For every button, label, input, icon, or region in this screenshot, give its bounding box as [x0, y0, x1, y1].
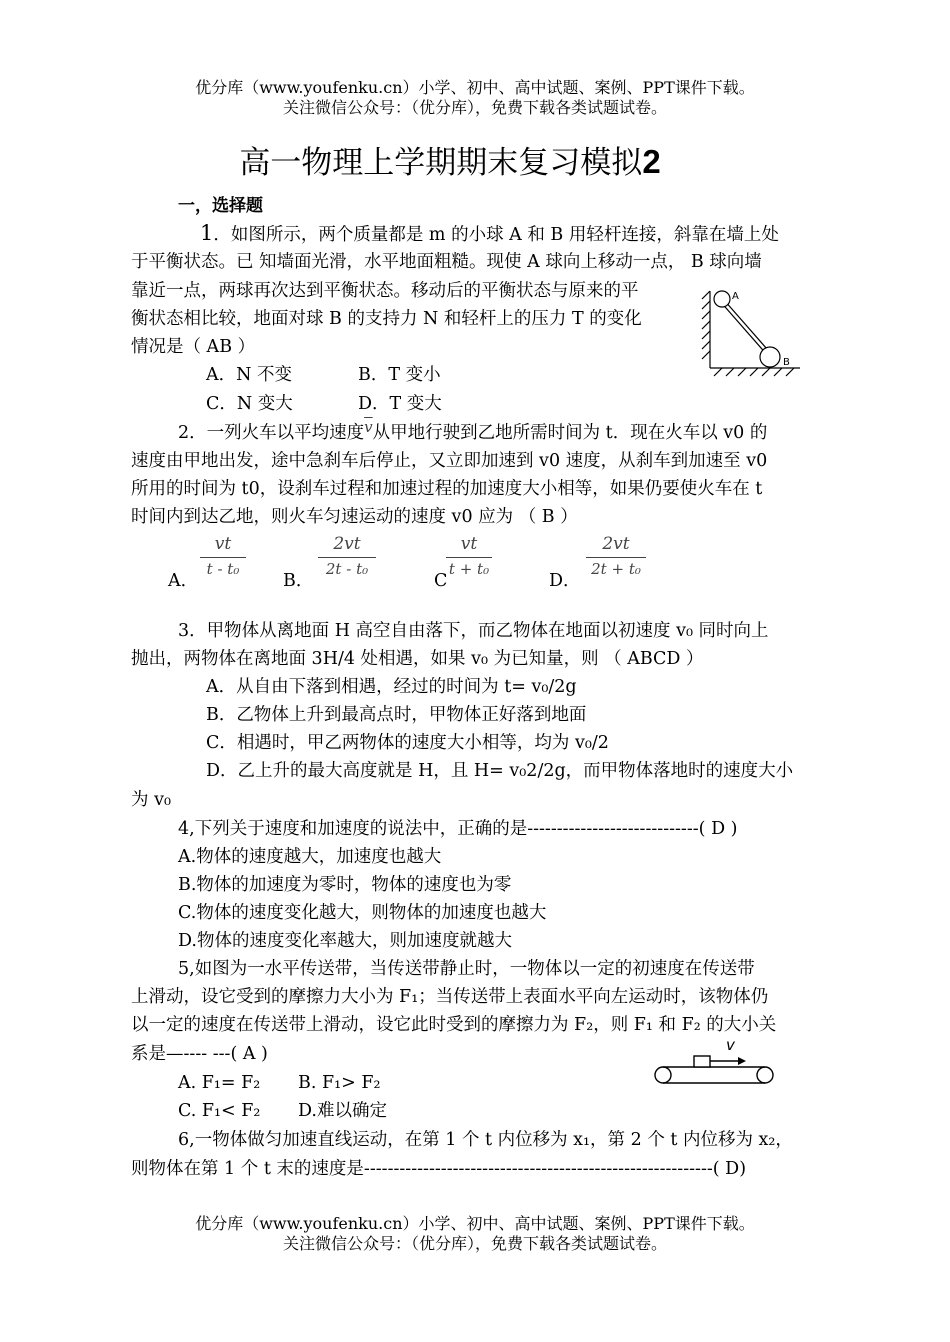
q1-line-3: 靠近一点，两球再次达到平衡状态。移动后的平衡状态与原来的平 — [131, 281, 639, 301]
header-line-1: 优分库（www.youfenku.cn）小学、初中、高中试题、案例、PPT课件下载。 — [195, 78, 755, 97]
q2-fraction-b-numerator: 2vt — [333, 534, 361, 554]
q2-option-b-label: B． — [283, 571, 314, 591]
q5-option-d: D.难以确定 — [298, 1101, 387, 1121]
q1-number: 1 — [200, 221, 214, 245]
q4-option-b: B.物体的加速度为零时，物体的速度也为零 — [178, 875, 512, 895]
q3-line-2: 抛出，两物体在离地面 3H/4 处相遇，如果 v₀ 为已知量，则 （ ABCD ） — [131, 649, 704, 669]
q1-line-1 — [200, 221, 779, 247]
q6-line-2: 则物体在第 1 个 t 末的速度是-----------------------------------------------------------( D) — [131, 1159, 747, 1179]
q1-line-4: 衡状态相比较，地面对球 B 的支持力 N 和轻杆上的压力 T 的变化 — [131, 309, 642, 329]
velocity-arrow-head — [738, 1057, 746, 1065]
header-line-2: 关注微信公众号：（优分库），免费下载各类试题试卷。 — [282, 98, 667, 117]
q5-line-2: 上滑动，设它受到的摩擦力大小为 F₁；当传送带上表面水平向左运动时，该物体仍 — [131, 987, 769, 1007]
page-title — [0, 142, 900, 183]
ball-a-label: A — [732, 291, 739, 302]
q5-line-1: 5,如图为一水平传送带，当传送带静止时，一物体以一定的初速度在传送带 — [178, 959, 755, 979]
footer-line-1: 优分库（www.youfenku.cn）小学、初中、高中试题、案例、PPT课件下载。 — [195, 1214, 755, 1233]
ball-b — [760, 347, 780, 367]
q2-line-1b: 从甲地行驶到乙地所需时间为 t．现在火车以 v0 的 — [372, 423, 768, 443]
title-number: 2 — [642, 143, 661, 180]
q5-option-c: C. F₁< F₂ — [178, 1101, 261, 1121]
q5-line-3: 以一定的速度在传送带上滑动，设它此时受到的摩擦力为 F₂，则 F₁ 和 F₂ 的大小关 — [131, 1015, 777, 1035]
q4-option-c: C.物体的速度变化越大，则物体的加速度也越大 — [178, 903, 547, 923]
q4-option-a: A.物体的速度越大，加速度也越大 — [178, 847, 442, 867]
q1-option-c: C．N 变大 — [206, 394, 293, 414]
q2-option-a-label: A． — [168, 571, 199, 591]
q3-option-a: A．从自由下落到相遇，经过的时间为 t= v₀/2g — [206, 677, 577, 697]
block-on-belt — [694, 1056, 710, 1067]
q2-fraction-a-numerator: vt — [214, 534, 232, 554]
q1-line-5: 情况是（ AB ） — [131, 337, 256, 357]
q5-line-4: 系是—---- ---( A ) — [131, 1044, 268, 1064]
q2-line-2: 速度由甲地出发，途中急刹车后停止，又立即加速到 v0 速度，从刹车到加速至 v0 — [131, 451, 768, 471]
q6-line-1: 6,一物体做匀加速直线运动，在第 1 个 t 内位移为 x₁，第 2 个 t 内位移为 x₂， — [178, 1130, 793, 1150]
q2-fraction-b — [318, 534, 376, 578]
title-text: 高一物理上学期期末复习模拟 — [239, 145, 643, 181]
conveyor-belt-diagram — [648, 1034, 778, 1089]
q2-fraction-c — [446, 534, 492, 578]
q1-line-2: 于平衡状态。已 知墙面光滑，水平地面粗糙。现使 A 球向上移动一点， B 球向墙 — [131, 252, 762, 272]
q1-option-b: B．T 变小 — [358, 365, 441, 385]
q4-option-d: D.物体的速度变化率越大，则加速度就越大 — [178, 931, 512, 951]
q2-option-c-label: C — [434, 571, 448, 591]
q2-fraction-c-denominator: t + t₀ — [448, 560, 490, 578]
q3-line-1: 3．甲物体从离地面 H 高空自由落下，而乙物体在地面以初速度 v₀ 同时向上 — [178, 621, 769, 641]
q2-average-velocity: $\overline{v}$ — [364, 418, 373, 436]
q5-option-b: B. F₁> F₂ — [298, 1073, 381, 1093]
q2-fraction-c-numerator: vt — [460, 534, 478, 554]
q3-option-d-line-1: D．乙上升的最大高度就是 H，且 H= v₀2/2g，而甲物体落地时的速度大小 — [206, 761, 794, 781]
q2-line-1a: 2．一列火车以平均速度 — [178, 423, 365, 443]
ball-a — [714, 291, 730, 307]
q2-fraction-a-denominator: t - t₀ — [206, 560, 240, 578]
q2-fraction-b-denominator: 2t - t₀ — [325, 560, 369, 578]
q5-option-a: A. F₁= F₂ — [178, 1073, 261, 1093]
left-pulley — [655, 1067, 671, 1083]
q2-line-4: 时间内到达乙地，则火车匀速运动的速度 v0 应为 （ B ） — [131, 507, 578, 527]
q2-line-3: 所用的时间为 t0，设刹车过程和加速过程的加速度大小相等，如果仍要使火车在 t — [131, 479, 763, 499]
q4-stem: 4,下列关于速度和加速度的说法中，正确的是-----------------------------( D ) — [178, 819, 738, 839]
section-heading: 一，选择题 — [178, 196, 263, 216]
q1-line-1-text: ．如图所示，两个质量都是 m 的小球 A 和 B 用轻杆连接，斜靠在墙上处 — [213, 225, 779, 245]
q2-fraction-d-denominator: 2t + t₀ — [591, 560, 641, 578]
q2-fraction-d — [586, 534, 646, 578]
q3-option-d-line-2: 为 v₀ — [131, 790, 171, 810]
q1-option-a: A．N 不变 — [206, 365, 293, 385]
right-pulley — [757, 1067, 773, 1083]
ball-b-label: B — [783, 357, 790, 368]
q2-fraction-a — [200, 534, 246, 578]
wall-rod-diagram — [700, 283, 810, 378]
q2-option-d-label: D． — [549, 571, 581, 591]
q1-option-d: D．T 变大 — [358, 394, 442, 414]
velocity-label: v — [726, 1036, 735, 1054]
footer-line-2: 关注微信公众号：（优分库），免费下载各类试题试卷。 — [282, 1234, 667, 1253]
q3-option-c: C．相遇时，甲乙两物体的速度大小相等，均为 v₀/2 — [206, 733, 609, 753]
q2-line-1 — [178, 418, 768, 445]
q2-fraction-d-numerator: 2vt — [602, 534, 630, 554]
q3-option-b: B．乙物体上升到最高点时，甲物体正好落到地面 — [206, 705, 587, 725]
